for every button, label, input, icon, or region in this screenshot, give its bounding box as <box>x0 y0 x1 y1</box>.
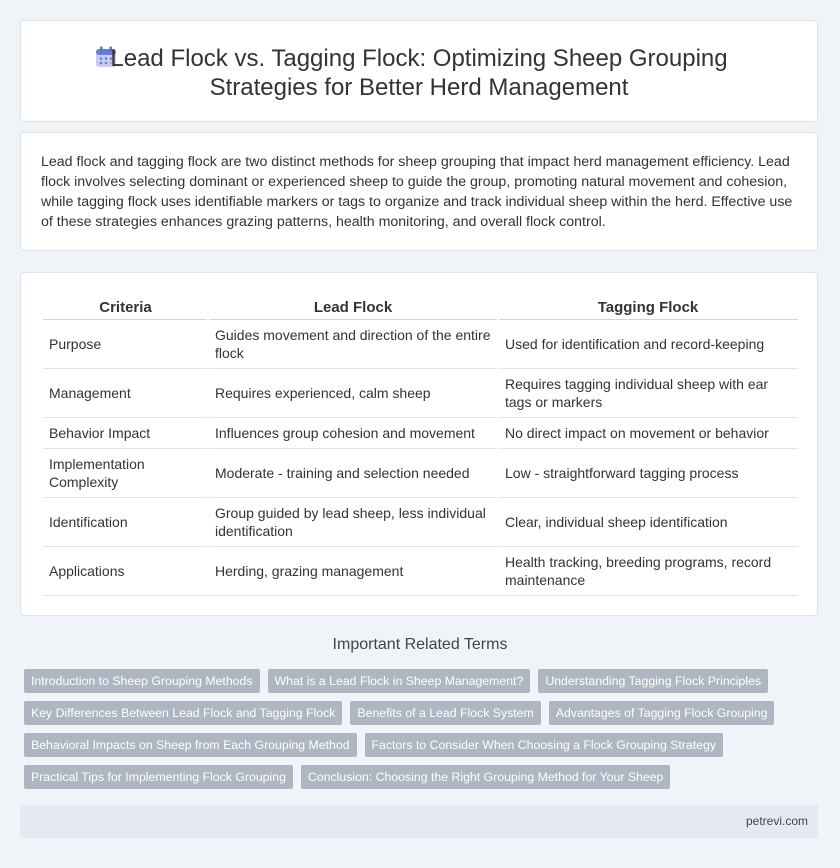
tag-row <box>24 701 804 725</box>
related-term-tag[interactable]: Behavioral Impacts on Sheep from Each Grouping Method <box>24 733 357 757</box>
tagging-flock-cell: Clear, individual sheep identification <box>498 498 798 547</box>
related-terms-list <box>24 669 804 797</box>
table-row <box>43 320 798 369</box>
footer <box>20 805 818 838</box>
table-row <box>43 449 798 498</box>
table-row <box>43 418 798 449</box>
table-header-row <box>43 295 798 320</box>
related-term-tag[interactable]: Introduction to Sheep Grouping Methods <box>24 669 260 693</box>
related-term-tag[interactable]: Key Differences Between Lead Flock and Tagging Flock <box>24 701 342 725</box>
tagging-flock-cell: Used for identification and record-keeping <box>498 320 798 369</box>
criteria-cell: Applications <box>43 547 208 596</box>
lead-flock-cell: Moderate - training and selection needed <box>208 449 498 498</box>
criteria-cell: Behavior Impact <box>43 418 208 449</box>
title-card <box>20 20 818 122</box>
related-term-tag[interactable]: Conclusion: Choosing the Right Grouping Method for Your Sheep <box>301 765 670 789</box>
tag-row <box>24 669 804 693</box>
criteria-cell: Management <box>43 369 208 418</box>
related-term-tag[interactable]: What is a Lead Flock in Sheep Management? <box>268 669 531 693</box>
criteria-cell: Purpose <box>43 320 208 369</box>
tagging-flock-cell: Low - straightforward tagging process <box>498 449 798 498</box>
related-term-tag[interactable]: Understanding Tagging Flock Principles <box>538 669 768 693</box>
related-terms-heading: Important Related Terms <box>332 636 508 653</box>
lead-flock-cell: Requires experienced, calm sheep <box>208 369 498 418</box>
comparison-table <box>43 295 798 596</box>
lead-flock-cell: Influences group cohesion and movement <box>208 418 498 449</box>
footer-site-link[interactable]: petrevi.com <box>745 814 808 828</box>
criteria-cell: Identification <box>43 498 208 547</box>
related-term-tag[interactable]: Factors to Consider When Choosing a Flock Grouping Strategy <box>365 733 723 757</box>
lead-flock-cell: Guides movement and direction of the entire flock <box>208 320 498 369</box>
tagging-flock-cell: Health tracking, breeding programs, record maintenance <box>498 547 798 596</box>
lead-flock-cell: Herding, grazing management <box>208 547 498 596</box>
table-row <box>43 369 798 418</box>
related-term-tag[interactable]: Advantages of Tagging Flock Grouping <box>549 701 775 725</box>
criteria-cell: Implementation Complexity <box>43 449 208 498</box>
header-tagging-flock: Tagging Flock <box>498 295 798 320</box>
tag-row <box>24 733 804 757</box>
related-term-tag[interactable]: Practical Tips for Implementing Flock Grouping <box>24 765 293 789</box>
intro-paragraph: Lead flock and tagging flock are two distinct methods for sheep grouping that impact herd management efficiency. Lead flock involves selecting dominant or experienced sheep to guide the group, promoting natural movement and cohesion, while tagging flock uses identifiable markers or tags to organize and track individual sheep within the herd. Effective use of these strategies enhances grazing patterns, health monitoring, and overall flock control. <box>41 154 793 230</box>
intro-card <box>20 132 818 251</box>
table-row <box>43 547 798 596</box>
tag-row <box>24 765 804 789</box>
header-criteria: Criteria <box>43 295 208 320</box>
header-lead-flock: Lead Flock <box>208 295 498 320</box>
lead-flock-cell: Group guided by lead sheep, less individual identification <box>208 498 498 547</box>
table-row <box>43 498 798 547</box>
comparison-table-card <box>20 272 818 616</box>
page-title: Lead Flock vs. Tagging Flock: Optimizing Sheep Grouping Strategies for Better Herd Management <box>110 45 728 101</box>
related-term-tag[interactable]: Benefits of a Lead Flock System <box>350 701 540 725</box>
tagging-flock-cell: No direct impact on movement or behavior <box>498 418 798 449</box>
tagging-flock-cell: Requires tagging individual sheep with ear tags or markers <box>498 369 798 418</box>
